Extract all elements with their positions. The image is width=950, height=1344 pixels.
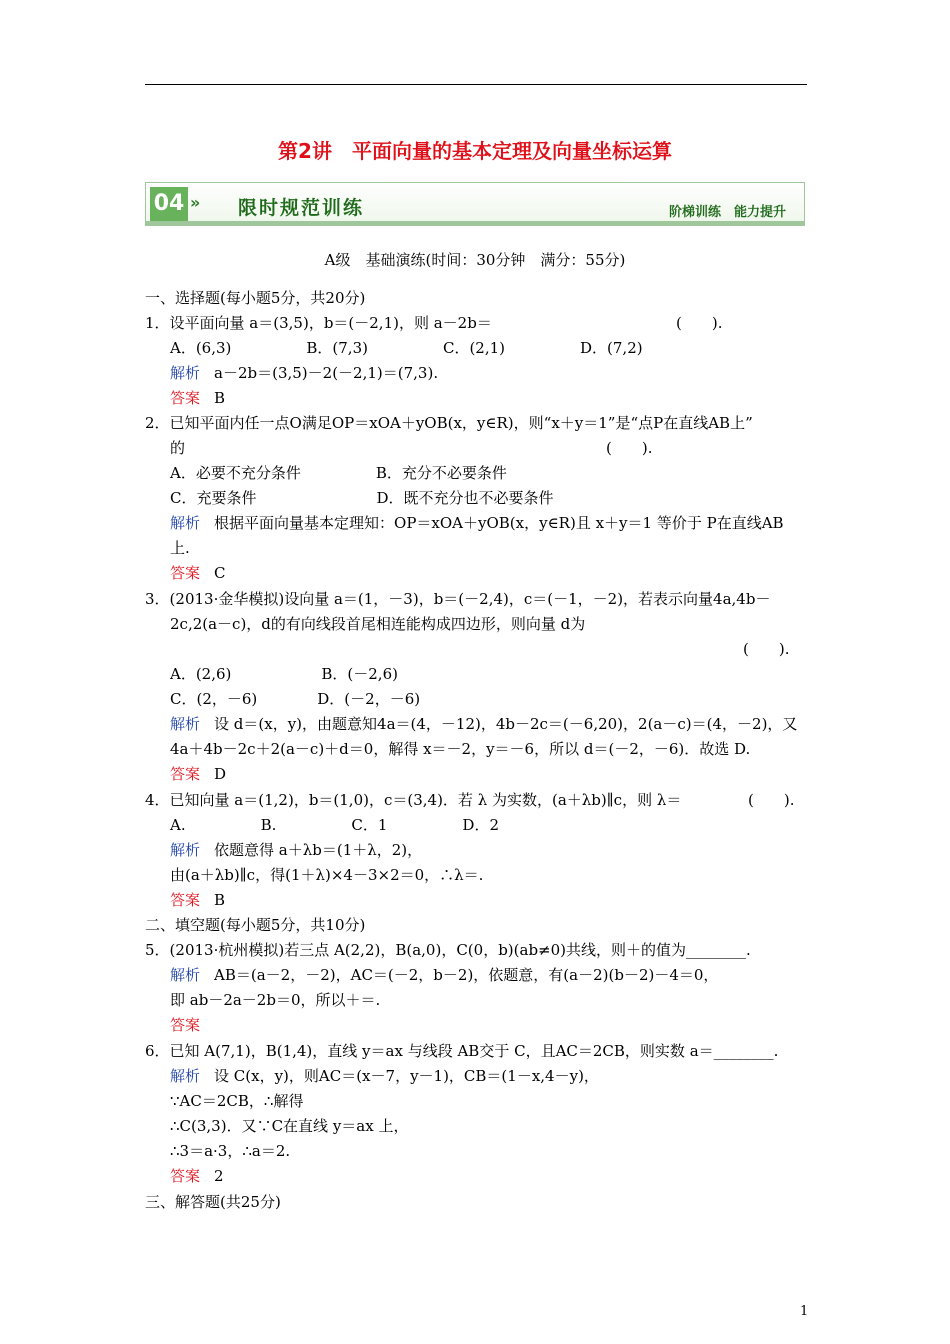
line-text: A．(2,6) B．(－2,6) <box>170 665 398 683</box>
line-text: C．充要条件 D．既不充分也不必要条件 <box>170 489 554 507</box>
line-text: C <box>214 564 226 582</box>
text-line <box>170 537 190 558</box>
line-text: D <box>214 765 227 783</box>
text-line <box>145 914 365 935</box>
banner-stripe <box>146 221 804 225</box>
text-line <box>170 462 507 483</box>
text-line <box>170 1115 408 1136</box>
line-text: 设 C(x，y)，则AC＝(x－7，y－1)，CB＝(1－x,4－y)， <box>214 1067 599 1085</box>
analysis-label: 解析 <box>170 715 201 733</box>
section-banner <box>145 182 805 226</box>
line-text: 根据平面向量基本定理知：OP＝xOA＋yOB(x，y∈R)且 x＋y＝1 等价于 P在直线AB <box>214 514 784 532</box>
answer-blank: ( ). <box>606 439 653 457</box>
line-text: ∴C(3,3)．又∵C在直线 y＝ax 上， <box>170 1117 409 1135</box>
line-text: 三、解答题(共25分) <box>145 1193 281 1211</box>
text-line <box>170 437 185 458</box>
text-line <box>170 688 420 709</box>
line-text: 5．(2013·杭州模拟)若三点 A(2,2)，B(a,0)，C(0，b)(ab≠0)共线，则＋的值为________. <box>145 941 751 959</box>
text-line <box>170 487 554 508</box>
text-line <box>145 412 753 433</box>
line-text: A．(6,3) B．(7,3) C．(2,1) D．(7,2) <box>170 339 643 357</box>
section-subtitle: A级 基础演练(时间：30分钟 满分：55分) <box>324 251 626 269</box>
text-line <box>170 613 585 634</box>
line-text: B <box>214 891 226 909</box>
answer-label: 答案 <box>170 765 201 783</box>
text-line <box>170 864 483 885</box>
answer-label: 答案 <box>170 564 201 582</box>
line-text: 1．设平面向量 a＝(3,5)，b＝(－2,1)，则 a－2b＝ <box>145 314 492 332</box>
text-line <box>170 562 226 583</box>
banner-number: 04 <box>150 187 188 221</box>
banner-right-text: 阶梯训练 能力提升 <box>668 205 786 220</box>
line-text: 4．已知向量 a＝(1,2)，b＝(1,0)，c＝(3,4)．若 λ 为实数，(a＋λb)∥c，则 λ＝ <box>145 791 682 809</box>
analysis-label: 解析 <box>170 841 201 859</box>
text-line <box>170 1065 599 1086</box>
answer-blank: ( ). <box>676 314 723 332</box>
line-text: a－2b＝(3,5)－2(－2,1)＝(7,3). <box>214 364 439 382</box>
text-line <box>170 1140 290 1161</box>
line-text: 依题意得 a＋λb＝(1＋λ，2)， <box>214 841 423 859</box>
line-text: 即 ab－2a－2b＝0，所以＋＝. <box>170 991 381 1009</box>
line-text: 2 <box>214 1167 224 1185</box>
line-text: A．必要不充分条件 B．充分不必要条件 <box>170 464 507 482</box>
text-line <box>145 939 751 960</box>
text-line <box>145 789 681 810</box>
banner-title: 限时规范训练 <box>238 197 365 219</box>
analysis-label: 解析 <box>170 1067 201 1085</box>
line-text: ∵AC＝2CB，∴解得 <box>170 1092 304 1110</box>
line-text: 设 d＝(x，y)，由题意知4a＝(4，－12)，4b－2c＝(－6,20)，2(a－c)＝(4，－2)，又 <box>214 715 798 733</box>
answer-blank: ( ). <box>748 791 795 809</box>
line-text: 由(a＋λb)∥c，得(1＋λ)×4－3×2＝0，∴λ＝. <box>170 866 484 884</box>
text-line <box>145 312 492 333</box>
line-text: 3．(2013·金华模拟)设向量 a＝(1，－3)，b＝(－2,4)，c＝(－1，－2)，若表示向量4a,4b－ <box>145 590 771 608</box>
text-line <box>170 964 718 985</box>
text-line <box>170 713 797 734</box>
text-line <box>170 839 422 860</box>
line-text: 二、填空题(每小题5分，共10分) <box>145 916 366 934</box>
text-line <box>170 989 380 1010</box>
chevron-icon: » <box>190 193 201 212</box>
line-text: 4a＋4b－2c＋2(a－c)＋d＝0，解得 x＝－2，y＝－6，所以 d＝(－2，－6)．故选 D. <box>170 740 751 758</box>
line-text: 上. <box>170 539 190 557</box>
text-line <box>170 738 750 759</box>
text-line <box>170 889 225 910</box>
text-line <box>145 1040 778 1061</box>
page-title: 第2讲 平面向量的基本定理及向量坐标运算 <box>278 139 672 163</box>
text-line <box>170 1014 214 1035</box>
text-line <box>145 588 770 609</box>
answer-label: 答案 <box>170 1016 201 1034</box>
analysis-label: 解析 <box>170 966 201 984</box>
text-line <box>170 387 225 408</box>
line-text: B <box>214 389 226 407</box>
line-text: AB＝(a－2，－2)，AC＝(－2，b－2)，依题意，有(a－2)(b－2)－4＝0， <box>214 966 719 984</box>
line-text: A. B. C．1 D．2 <box>170 816 499 834</box>
line-text: C．(2，－6) D．(－2，－6) <box>170 690 421 708</box>
text-line <box>145 287 365 308</box>
line-text: 2．已知平面内任一点O满足OP＝xOA＋yOB(x，y∈R)，则“x＋y＝1”是“点P在直线AB上” <box>145 414 753 432</box>
line-text: ∴3＝a·3，∴a＝2. <box>170 1142 291 1160</box>
line-text: 一、选择题(每小题5分，共20分) <box>145 289 366 307</box>
line-text: 2c,2(a－c)，d的有向线段首尾相连能构成四边形，则向量 d为 <box>170 615 586 633</box>
text-line <box>170 763 226 784</box>
text-line <box>170 362 438 383</box>
text-line <box>170 814 499 835</box>
text-line <box>145 1191 281 1212</box>
text-line <box>170 1090 303 1111</box>
header-rule <box>145 84 807 85</box>
text-line <box>170 337 643 358</box>
answer-label: 答案 <box>170 389 201 407</box>
text-line <box>170 512 784 533</box>
answer-blank: ( ). <box>743 640 790 658</box>
text-line <box>170 1165 224 1186</box>
answer-label: 答案 <box>170 891 201 909</box>
text-line <box>170 663 398 684</box>
page-number: 1 <box>800 1304 809 1319</box>
analysis-label: 解析 <box>170 364 201 382</box>
line-text: 6．已知 A(7,1)，B(1,4)，直线 y＝ax 与线段 AB交于 C，且AC＝2CB，则实数 a＝________. <box>145 1042 779 1060</box>
analysis-label: 解析 <box>170 514 201 532</box>
answer-label: 答案 <box>170 1167 201 1185</box>
line-text: 的 <box>170 439 186 457</box>
